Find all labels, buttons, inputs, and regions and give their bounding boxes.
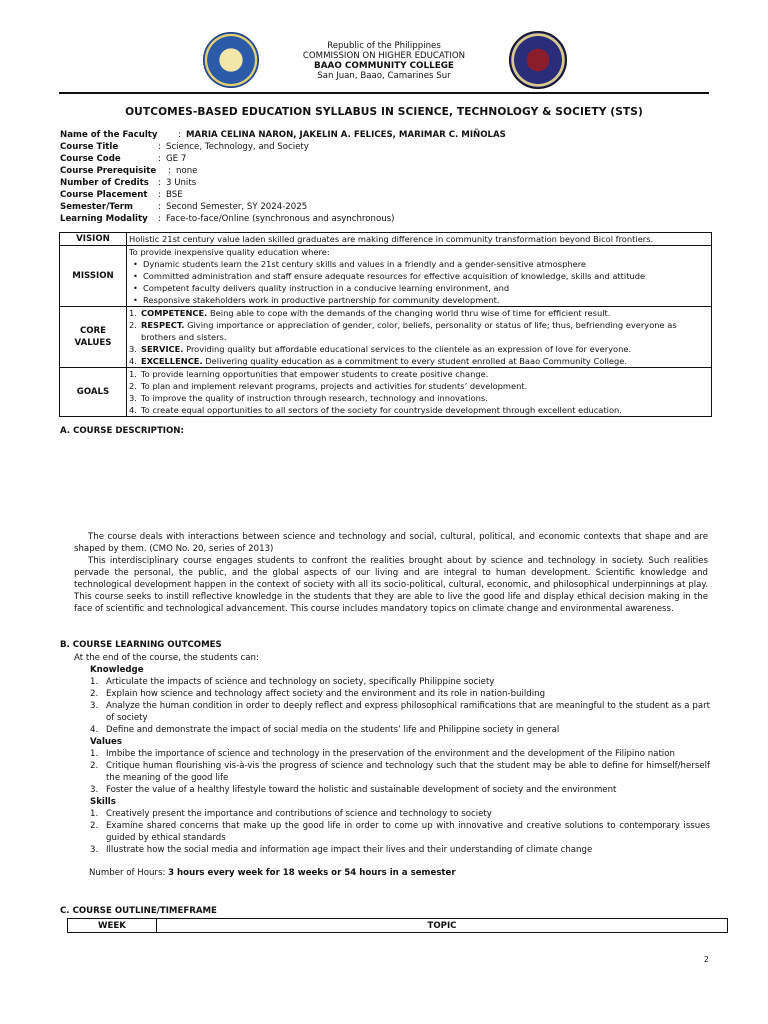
mission-item: • Responsive stakeholders work in productive partnership for community development. [129, 294, 709, 306]
info-value: Science, Technology, and Society [166, 142, 309, 152]
info-label: Course Prerequisite [60, 166, 157, 176]
mission-intro: To provide inexpensive quality education where: [129, 247, 330, 257]
core-values-cell [127, 307, 712, 368]
info-row: Course Placement : BSE [60, 190, 183, 200]
skills-heading: Skills [90, 797, 116, 807]
description-paragraph: This interdisciplinary course engages students to confront the realities brought about by science and technology in society. Such realities pervade the personal, the public, and the global aspects of our living and are integral to human development. Scientific knowledge and technological development happen in the context of society with all its socio-political, cultural, economic, and philosophical underpinnings at play. This course seeks to instill reflective knowledge in the students that they are able to live the good life and display ethical decision making in the face of scientific and technological advancement. This course includes mandatory topics on climate change and environmental awareness. [74, 556, 708, 614]
info-value: BSE [166, 190, 183, 200]
header-college: BAAO COMMUNITY COLLEGE [314, 61, 454, 71]
goal-item: 3. To improve the quality of instruction through research, technology and innovations. [129, 393, 488, 403]
info-label: Course Title [60, 142, 119, 152]
info-label: Learning Modality [60, 214, 148, 224]
page-number: 2 [704, 955, 709, 964]
course-info [60, 129, 720, 225]
values-item: 3. Foster the value of a healthy lifestyle toward the holistic and sustainable development of society and the environment [90, 785, 617, 795]
goals-cell [127, 368, 712, 417]
learning-outcomes [74, 652, 710, 856]
syllabus-title: OUTCOMES-BASED EDUCATION SYLLABUS IN SCIENCE, TECHNOLOGY & SOCIETY (STS) [125, 106, 643, 118]
info-label: Name of the Faculty [60, 130, 158, 140]
outcomes-intro: At the end of the course, the students can: [74, 653, 259, 663]
values-item: 1. Imbibe the importance of science and technology in the preservation of the environment and the development of the Filipino nation [90, 749, 675, 759]
skills-item: 2. Examine shared concerns that make up the good life in order to come up with innovative and creative solutions to contemporary issues guided by ethical standards [90, 821, 710, 843]
info-label: Number of Credits [60, 178, 149, 188]
vision-label: VISION [60, 233, 127, 246]
vmcg-table [59, 232, 712, 417]
mission-item: • Competent faculty delivers quality instruction in a conducive learning environment, and [129, 282, 709, 294]
info-row: Number of Credits : 3 Units [60, 178, 197, 188]
course-description [74, 531, 708, 615]
core-values-row [60, 307, 712, 368]
table-header-row [68, 919, 728, 933]
course-description-heading: A. COURSE DESCRIPTION: [60, 426, 184, 436]
goals-row [60, 368, 712, 417]
mission-cell [127, 246, 712, 307]
vision-text: Holistic 21st century value laden skilled graduates are making difference in community transformation beyond Bicol frontiers. [127, 233, 712, 246]
description-paragraph: The course deals with interactions between science and technology and social, cultural, political, and economic contexts that shape and are shaped by them. (CMO No. 20, series of 2013) [74, 532, 708, 554]
header-address: San Juan, Baao, Camarines Sur [317, 71, 451, 81]
goal-item: 2. To plan and implement relevant programs, projects and activities for students’ development. [129, 381, 528, 391]
goals-label: GOALS [60, 368, 127, 417]
info-value: Second Semester, SY 2024-2025 [166, 202, 308, 212]
skills-item: 1. Creatively present the importance and contributions of science and technology to society [90, 809, 492, 819]
info-row: Course Title : Science, Technology, and Society [60, 142, 309, 152]
mission-label: MISSION [60, 246, 127, 307]
knowledge-item: 2. Explain how science and technology affect society and the environment and its role in nation-building [90, 689, 546, 699]
info-row: Course Prerequisite : none [60, 166, 198, 176]
number-of-hours: Number of Hours: 3 hours every week for 18 weeks or 54 hours in a semester [89, 868, 456, 878]
core-values-label: CORE VALUES [60, 307, 127, 368]
info-value: GE 7 [166, 154, 187, 164]
knowledge-item: 3. Analyze the human condition in order to deeply reflect and express philosophical ramifications that are meaningful to the student as a part of society [90, 701, 710, 723]
core-value-item: 3. SERVICE. Providing quality but affordable educational services to the clientele as an expression of love for everyone. [129, 344, 632, 354]
info-row: Semester/Term : Second Semester, SY 2024-2025 [60, 202, 308, 212]
hours-value: 3 hours every week for 18 weeks or 54 hours in a semester [168, 868, 456, 878]
core-value-item: 1. COMPETENCE. Being able to cope with the demands of the changing world thru wise of time for efficient result. [129, 308, 611, 318]
info-value: none [176, 166, 198, 176]
header-republic: Republic of the Philippines [327, 41, 441, 51]
knowledge-item: 1. Articulate the impacts of science and technology on society, specifically Philippine society [90, 677, 495, 687]
learning-outcomes-heading: B. COURSE LEARNING OUTCOMES [60, 640, 222, 650]
mission-item: • Committed administration and staff ensure adequate resources for effective acquisition of knowledge, skills and attitude [129, 270, 709, 282]
mission-row [60, 246, 712, 307]
info-label: Course Code [60, 154, 121, 164]
goal-item: 1. To provide learning opportunities that empower students to create positive change. [129, 369, 489, 379]
goal-item: 4. To create equal opportunities to all sectors of the society for countryside development through excellent education. [129, 405, 622, 415]
values-heading: Values [90, 737, 122, 747]
info-label: Semester/Term [60, 202, 133, 212]
header-commission: COMMISSION ON HIGHER EDUCATION [302, 51, 466, 61]
course-outline-heading: C. COURSE OUTLINE/TIMEFRAME [60, 906, 217, 916]
topic-column-header: TOPIC [157, 919, 728, 933]
week-column-header: WEEK [68, 919, 157, 933]
info-row: Course Code : GE 7 [60, 154, 187, 164]
course-outline-table [67, 918, 728, 933]
vision-row [60, 233, 712, 246]
info-label: Course Placement [60, 190, 148, 200]
info-value: 3 Units [166, 178, 197, 188]
info-value: Face-to-face/Online (synchronous and asynchronous) [166, 214, 395, 224]
values-item: 2. Critique human flourishing vis-à-vis the progress of science and technology such that the student may be able to define for himself/herself the meaning of the good life [90, 761, 710, 783]
core-value-item: 4. EXCELLENCE. Delivering quality education as a commitment to every student enrolled at Baao Community College. [129, 356, 628, 366]
info-value: MARIA CELINA NARON, JAKELIN A. FELICES, MARIMAR C. MIÑOLAS [186, 130, 506, 140]
skills-item: 3. Illustrate how the social media and information age impact their lives and their understanding of climate change [90, 845, 593, 855]
knowledge-item: 4. Define and demonstrate the impact of social media on the students’ life and Philippine society in general [90, 725, 560, 735]
info-row: Learning Modality : Face-to-face/Online (synchronous and asynchronous) [60, 214, 395, 224]
mission-item: • Dynamic students learn the 21st century skills and values in a friendly and a gender-sensitive atmosphere [129, 258, 709, 270]
info-row: Name of the Faculty : MARIA CELINA NARON, JAKELIN A. FELICES, MARIMAR C. MIÑOLAS [60, 130, 506, 140]
core-value-item: 2. RESPECT. Giving importance or appreciation of gender, color, beliefs, personality or status of life; thus, befriending everyone as brothers and sisters. [129, 320, 677, 342]
knowledge-heading: Knowledge [90, 665, 144, 675]
header-rule [59, 92, 709, 94]
